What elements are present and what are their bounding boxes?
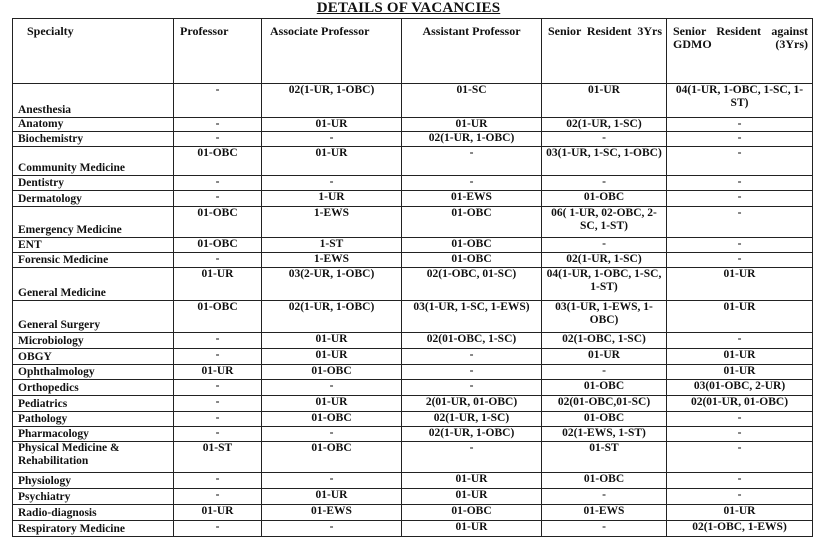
cell-specialty: Dentistry <box>13 176 174 191</box>
cell-senior-resident-gdmo: - <box>667 147 813 176</box>
cell-professor: - <box>174 84 262 118</box>
cell-associate-professor: 02(1-UR, 1-OBC) <box>262 301 402 333</box>
cell-assistant-professor: - <box>402 349 542 365</box>
cell-assistant-professor: 2(01-UR, 01-OBC) <box>402 396 542 412</box>
cell-senior-resident: 06( 1-UR, 02-OBC, 2-SC, 1-ST) <box>542 207 667 238</box>
cell-professor: - <box>174 412 262 427</box>
cell-senior-resident-gdmo: - <box>667 132 813 147</box>
cell-associate-professor: - <box>262 132 402 147</box>
cell-senior-resident: - <box>542 238 667 253</box>
cell-specialty: Physical Medicine & Rehabilitation <box>13 442 174 473</box>
cell-senior-resident-gdmo: 01-UR <box>667 268 813 301</box>
cell-professor: 01-ST <box>174 442 262 473</box>
cell-specialty: ENT <box>13 238 174 253</box>
cell-professor: - <box>174 427 262 442</box>
cell-assistant-professor: 02(1-UR, 1-SC) <box>402 412 542 427</box>
cell-professor: - <box>174 489 262 505</box>
cell-associate-professor: 01-UR <box>262 489 402 505</box>
cell-senior-resident: 01-UR <box>542 349 667 365</box>
cell-senior-resident-gdmo: - <box>667 118 813 132</box>
cell-associate-professor: 01-UR <box>262 349 402 365</box>
cell-assistant-professor: - <box>402 380 542 396</box>
cell-associate-professor: 01-UR <box>262 396 402 412</box>
table-row <box>13 132 813 147</box>
cell-senior-resident-gdmo: 04(1-UR, 1-OBC, 1-SC, 1-ST) <box>667 84 813 118</box>
cell-senior-resident-gdmo: 01-UR <box>667 301 813 333</box>
table-row <box>13 412 813 427</box>
cell-senior-resident: - <box>542 176 667 191</box>
cell-senior-resident: 01-OBC <box>542 191 667 207</box>
cell-specialty: OBGY <box>13 349 174 365</box>
cell-assistant-professor: 02(1-OBC, 01-SC) <box>402 268 542 301</box>
cell-specialty: General Medicine <box>13 268 174 301</box>
cell-senior-resident-gdmo: - <box>667 427 813 442</box>
header-professor: Professor <box>174 19 262 84</box>
cell-associate-professor: 03(2-UR, 1-OBC) <box>262 268 402 301</box>
cell-senior-resident-gdmo: 02(1-OBC, 1-EWS) <box>667 521 813 537</box>
cell-professor: 01-OBC <box>174 301 262 333</box>
cell-senior-resident-gdmo: - <box>667 253 813 268</box>
cell-specialty: Radio-diagnosis <box>13 505 174 521</box>
cell-professor: - <box>174 132 262 147</box>
cell-senior-resident: - <box>542 365 667 380</box>
cell-senior-resident-gdmo: - <box>667 176 813 191</box>
cell-senior-resident: - <box>542 132 667 147</box>
cell-specialty: Biochemistry <box>13 132 174 147</box>
cell-professor: - <box>174 333 262 349</box>
cell-senior-resident-gdmo: - <box>667 442 813 473</box>
header-associate-professor: Associate Professor <box>262 19 402 84</box>
cell-assistant-professor: 01-UR <box>402 118 542 132</box>
header-senior-resident: Senior Resident 3Yrs <box>542 19 667 84</box>
cell-specialty: Ophthalmology <box>13 365 174 380</box>
cell-assistant-professor: 01-EWS <box>402 191 542 207</box>
cell-professor: - <box>174 380 262 396</box>
table-row <box>13 442 813 473</box>
table-row <box>13 84 813 118</box>
cell-senior-resident: 02(1-EWS, 1-ST) <box>542 427 667 442</box>
cell-specialty: Community Medicine <box>13 147 174 176</box>
cell-senior-resident-gdmo: 02(01-UR, 01-OBC) <box>667 396 813 412</box>
header-assistant-professor: Assistant Professor <box>402 19 542 84</box>
table-row <box>13 147 813 176</box>
cell-senior-resident-gdmo: 01-UR <box>667 365 813 380</box>
cell-associate-professor: 01-EWS <box>262 505 402 521</box>
cell-senior-resident: 02(1-OBC, 1-SC) <box>542 333 667 349</box>
cell-associate-professor: 01-UR <box>262 333 402 349</box>
cell-assistant-professor: 01-OBC <box>402 238 542 253</box>
table-row <box>13 238 813 253</box>
cell-assistant-professor: 01-OBC <box>402 207 542 238</box>
cell-associate-professor: 01-OBC <box>262 442 402 473</box>
cell-assistant-professor: 01-SC <box>402 84 542 118</box>
cell-associate-professor: 1-EWS <box>262 253 402 268</box>
cell-assistant-professor: 03(1-UR, 1-SC, 1-EWS) <box>402 301 542 333</box>
cell-senior-resident: 01-OBC <box>542 412 667 427</box>
cell-senior-resident-gdmo: - <box>667 473 813 489</box>
cell-senior-resident: 03(1-UR, 1-SC, 1-OBC) <box>542 147 667 176</box>
cell-senior-resident-gdmo: - <box>667 207 813 238</box>
cell-senior-resident: 01-OBC <box>542 473 667 489</box>
cell-assistant-professor: 01-UR <box>402 521 542 537</box>
cell-specialty: Physiology <box>13 473 174 489</box>
cell-specialty: Orthopedics <box>13 380 174 396</box>
cell-associate-professor: 01-UR <box>262 147 402 176</box>
cell-senior-resident-gdmo: - <box>667 238 813 253</box>
cell-associate-professor: - <box>262 473 402 489</box>
cell-specialty: Anesthesia <box>13 84 174 118</box>
cell-associate-professor: 1-UR <box>262 191 402 207</box>
table-row <box>13 396 813 412</box>
cell-assistant-professor: - <box>402 147 542 176</box>
cell-senior-resident-gdmo: - <box>667 489 813 505</box>
table-body <box>13 84 813 537</box>
cell-assistant-professor: 01-OBC <box>402 253 542 268</box>
cell-senior-resident: 01-ST <box>542 442 667 473</box>
cell-associate-professor: - <box>262 521 402 537</box>
header-row <box>13 19 813 84</box>
cell-professor: 01-OBC <box>174 238 262 253</box>
cell-associate-professor: - <box>262 427 402 442</box>
table-row <box>13 521 813 537</box>
cell-senior-resident: - <box>542 521 667 537</box>
cell-associate-professor: - <box>262 176 402 191</box>
cell-associate-professor: - <box>262 380 402 396</box>
table-row <box>13 207 813 238</box>
page-title-text: DETAILS OF VACANCIES <box>316 0 501 16</box>
cell-assistant-professor: - <box>402 176 542 191</box>
cell-senior-resident: 03(1-UR, 1-EWS, 1-OBC) <box>542 301 667 333</box>
cell-assistant-professor: 02(1-UR, 1-OBC) <box>402 132 542 147</box>
cell-senior-resident-gdmo: - <box>667 412 813 427</box>
table-row <box>13 118 813 132</box>
cell-senior-resident-gdmo: - <box>667 191 813 207</box>
cell-professor: - <box>174 521 262 537</box>
cell-senior-resident: 01-EWS <box>542 505 667 521</box>
cell-specialty: Pathology <box>13 412 174 427</box>
cell-professor: - <box>174 191 262 207</box>
cell-specialty: Emergency Medicine <box>13 207 174 238</box>
cell-specialty: General Surgery <box>13 301 174 333</box>
table-row <box>13 489 813 505</box>
table-row <box>13 333 813 349</box>
cell-senior-resident: 01-UR <box>542 84 667 118</box>
cell-senior-resident-gdmo: - <box>667 333 813 349</box>
cell-senior-resident: - <box>542 489 667 505</box>
cell-assistant-professor: - <box>402 365 542 380</box>
table-row <box>13 380 813 396</box>
cell-senior-resident: 02(1-UR, 1-SC) <box>542 253 667 268</box>
cell-associate-professor: 1-ST <box>262 238 402 253</box>
table-row <box>13 365 813 380</box>
cell-specialty: Microbiology <box>13 333 174 349</box>
cell-associate-professor: 01-UR <box>262 118 402 132</box>
cell-senior-resident-gdmo: 01-UR <box>667 505 813 521</box>
page-title <box>0 0 817 17</box>
cell-specialty: Anatomy <box>13 118 174 132</box>
cell-professor: - <box>174 176 262 191</box>
cell-assistant-professor: 01-UR <box>402 473 542 489</box>
cell-associate-professor: 1-EWS <box>262 207 402 238</box>
table-row <box>13 253 813 268</box>
cell-senior-resident-gdmo: 03(01-OBC, 2-UR) <box>667 380 813 396</box>
cell-professor: - <box>174 253 262 268</box>
cell-professor: - <box>174 473 262 489</box>
table-row <box>13 301 813 333</box>
cell-professor: 01-UR <box>174 505 262 521</box>
cell-specialty: Pharmacology <box>13 427 174 442</box>
vacancies-table <box>12 18 813 537</box>
cell-senior-resident: 04(1-UR, 1-OBC, 1-SC, 1-ST) <box>542 268 667 301</box>
cell-specialty: Dermatology <box>13 191 174 207</box>
header-specialty: Specialty <box>13 19 174 84</box>
cell-professor: 01-UR <box>174 365 262 380</box>
cell-specialty: Pediatrics <box>13 396 174 412</box>
cell-assistant-professor: - <box>402 442 542 473</box>
cell-specialty: Psychiatry <box>13 489 174 505</box>
cell-specialty: Forensic Medicine <box>13 253 174 268</box>
table-row <box>13 349 813 365</box>
cell-assistant-professor: 02(1-UR, 1-OBC) <box>402 427 542 442</box>
cell-senior-resident: 02(1-UR, 1-SC) <box>542 118 667 132</box>
cell-associate-professor: 01-OBC <box>262 412 402 427</box>
cell-assistant-professor: 01-OBC <box>402 505 542 521</box>
cell-professor: 01-UR <box>174 268 262 301</box>
table-row <box>13 473 813 489</box>
cell-senior-resident-gdmo: 01-UR <box>667 349 813 365</box>
cell-senior-resident: 02(01-OBC,01-SC) <box>542 396 667 412</box>
cell-assistant-professor: 02(01-OBC, 1-SC) <box>402 333 542 349</box>
table-row <box>13 176 813 191</box>
cell-professor: - <box>174 118 262 132</box>
table-row <box>13 427 813 442</box>
header-senior-resident-gdmo: Senior Resident against GDMO (3Yrs) <box>667 19 813 84</box>
cell-specialty: Respiratory Medicine <box>13 521 174 537</box>
cell-professor: 01-OBC <box>174 147 262 176</box>
table-header <box>13 19 813 84</box>
cell-professor: 01-OBC <box>174 207 262 238</box>
table-row <box>13 268 813 301</box>
cell-professor: - <box>174 349 262 365</box>
table-row <box>13 191 813 207</box>
cell-professor: - <box>174 396 262 412</box>
cell-associate-professor: 02(1-UR, 1-OBC) <box>262 84 402 118</box>
table-row <box>13 505 813 521</box>
cell-associate-professor: 01-OBC <box>262 365 402 380</box>
cell-senior-resident: 01-OBC <box>542 380 667 396</box>
cell-assistant-professor: 01-UR <box>402 489 542 505</box>
